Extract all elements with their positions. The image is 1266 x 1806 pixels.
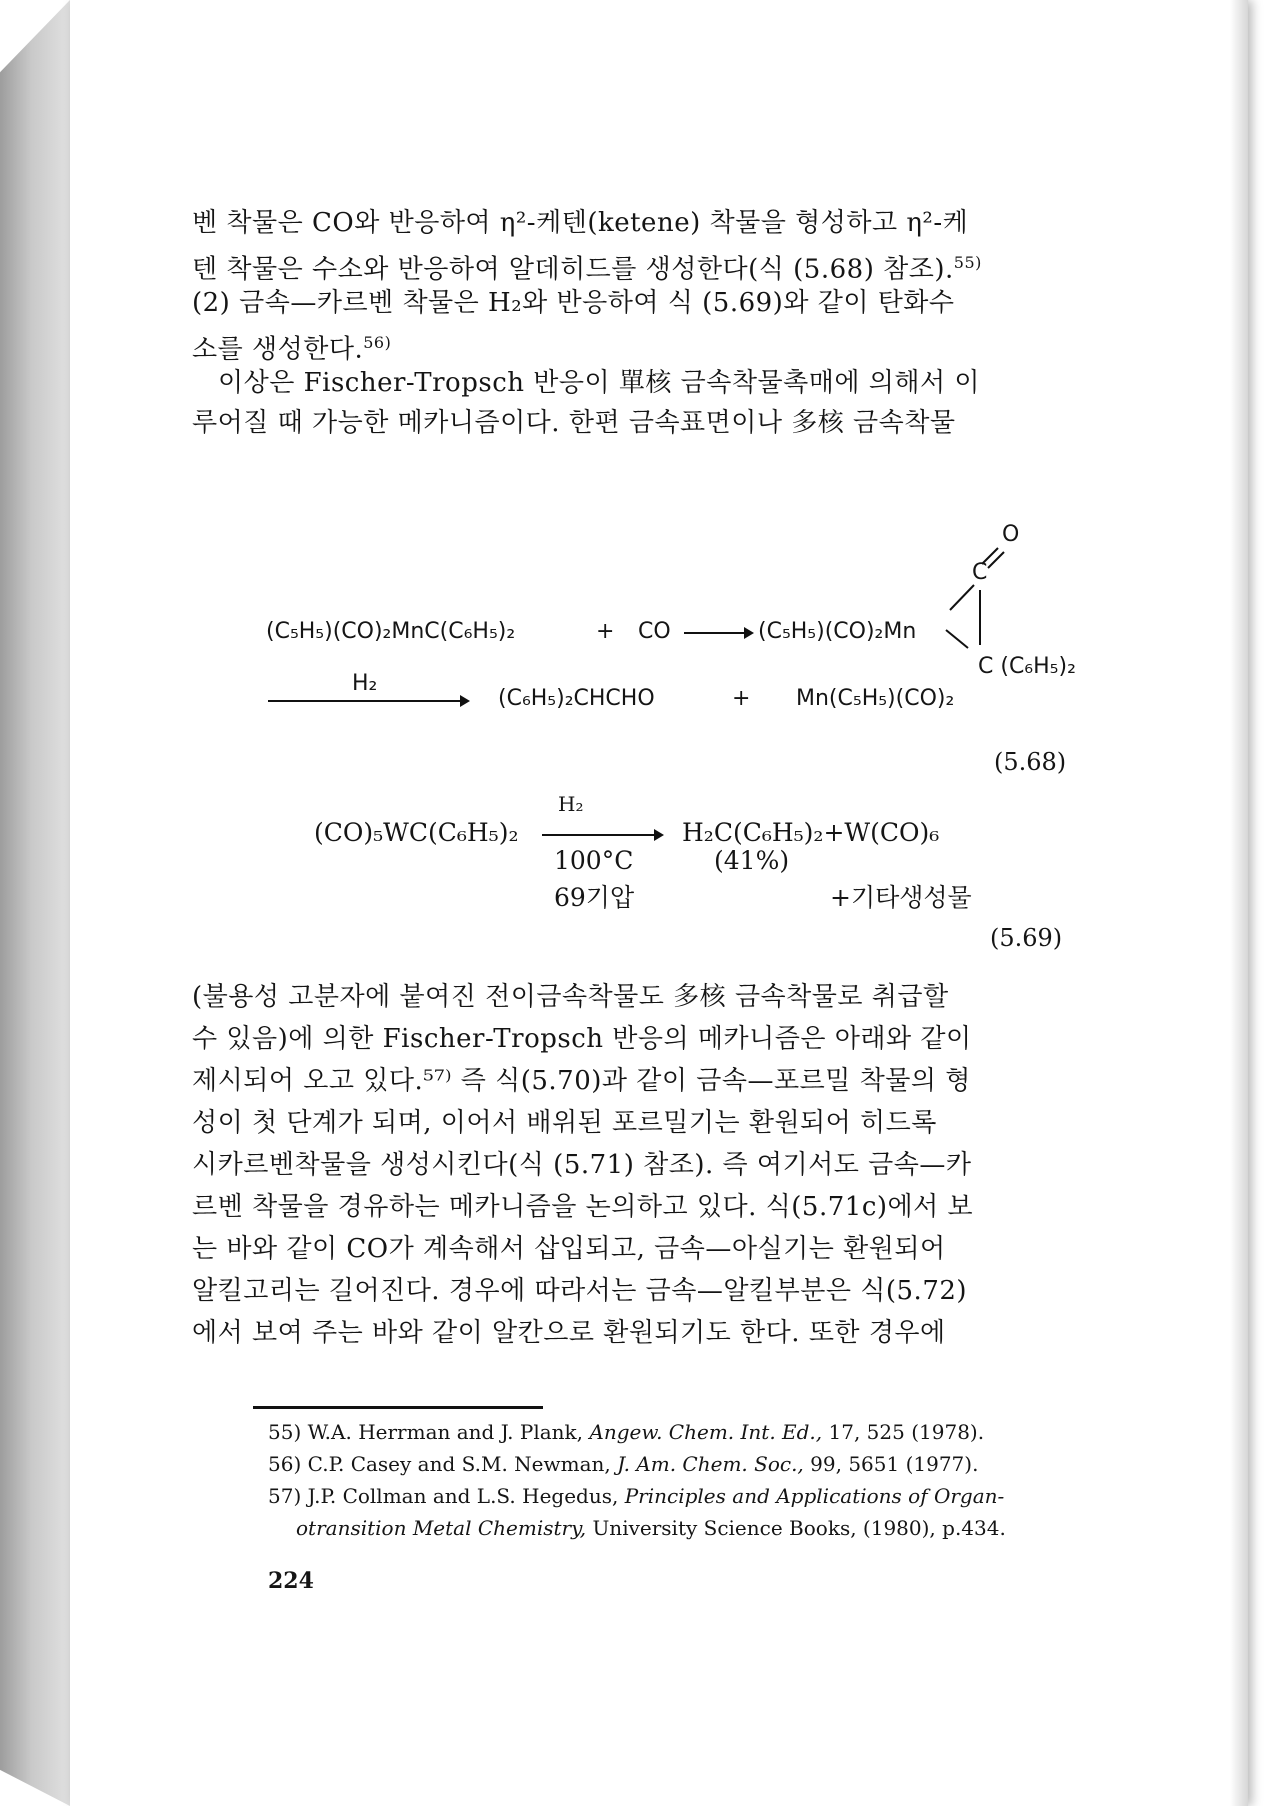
footnote-rule — [253, 1406, 543, 1409]
eq2-number: (5.69) — [990, 924, 1063, 952]
footnote-number: 55) — [268, 1420, 302, 1444]
text-line — [192, 243, 1112, 283]
text-line: (불용성 고분자에 붙여진 전이금속착물도 多核 금속착물로 취급할 — [192, 982, 949, 1012]
page-number: 224 — [268, 1568, 314, 1594]
footnote-ref: 56) — [363, 333, 392, 352]
eq1-product3: Mn(C₅H₅)(CO)₂ — [796, 686, 955, 711]
text-line — [192, 323, 1112, 363]
page-edge-shadow — [1230, 0, 1248, 1806]
text-line: 에서 보여 주는 바와 같이 알칸으로 환원되기도 한다. 또한 경우에 — [192, 1318, 946, 1348]
footnote-57 — [268, 1480, 1004, 1512]
text-line: (2) 금속—카르벤 착물은 H₂와 반응하여 식 (5.69)와 같이 탄화수 — [192, 288, 955, 318]
text-line: 이상은 Fischer-Tropsch 반응이 單核 금속착물촉매에 의해서 이 — [218, 368, 980, 398]
footnote-citation: University Science Books, (1980), p.434. — [592, 1516, 1006, 1540]
eq1-plus: + — [596, 619, 615, 644]
footnote-journal: J. Am. Chem. Soc., — [617, 1452, 804, 1476]
eq1-co: CO — [638, 619, 671, 644]
text-line: 수 있음)에 의한 Fischer-Tropsch 반응의 메카니즘은 아래와 같이 — [192, 1024, 972, 1054]
text-line: 벤 착물은 CO와 반응하여 η²-케텐(ketene) 착물을 형성하고 η²-케 — [192, 208, 969, 238]
eq1-arrow-1 — [684, 632, 752, 634]
eq2-temperature: 100°C — [554, 846, 634, 875]
eq1-arrow-2 — [268, 700, 468, 702]
eq1-bonds — [940, 530, 1020, 660]
footnote-ref: 55) — [953, 253, 982, 272]
footnote-56 — [268, 1448, 978, 1480]
eq1-carbon-top: C — [972, 560, 988, 585]
text-line: 시카르벤착물을 생성시킨다(식 (5.71) 참조). 즉 여기서도 금속—카 — [192, 1150, 972, 1180]
body-text-top — [192, 203, 1112, 443]
body-text-bottom — [192, 976, 1112, 1354]
eq2-pressure: 69기압 — [554, 883, 635, 912]
footnote-authors: J.P. Collman and L.S. Hegedus, — [307, 1484, 619, 1508]
eq1-plus2: + — [732, 686, 751, 711]
footnote-journal: Angew. Chem. Int. Ed., — [589, 1420, 823, 1444]
text-line-content: 텐 착물은 수소와 반응하여 알데히드를 생성한다(식 (5.68) 참조). — [192, 254, 954, 285]
footnote-number: 57) — [268, 1484, 302, 1508]
footnote-number: 56) — [268, 1452, 302, 1476]
book-spine — [0, 0, 70, 1806]
footnote-journal: Principles and Applications of Organ- — [624, 1484, 1005, 1508]
eq2-yield: (41%) — [714, 846, 790, 875]
text-line: 르벤 착물을 경유하는 메카니즘을 논의하고 있다. 식(5.71c)에서 보 — [192, 1192, 974, 1222]
footnote-citation: 17, 525 (1978). — [828, 1420, 985, 1444]
text-line: 제시되어 오고 있다.⁵⁷⁾ 즉 식(5.70)과 같이 금속—포르밀 착물의 형 — [192, 1066, 971, 1096]
footnote-authors: W.A. Herrman and J. Plank, — [307, 1420, 584, 1444]
footnote-journal: otransition Metal Chemistry, — [296, 1516, 587, 1540]
eq1-product2: (C₆H₅)₂CHCHO — [498, 686, 655, 711]
text-line: 알킬고리는 길어진다. 경우에 따라서는 금속—알킬부분은 식(5.72) — [192, 1276, 968, 1306]
eq1-number: (5.68) — [994, 748, 1067, 776]
eq2-product: H₂C(C₆H₅)₂+W(CO)₆ — [682, 818, 940, 847]
eq1-reagent: H₂ — [352, 671, 378, 696]
text-line: 루어질 때 가능한 메카니즘이다. 한편 금속표면이나 多核 금속착물 — [192, 408, 956, 438]
eq1-reactant: (C₅H₅)(CO)₂MnC(C₆H₅)₂ — [266, 619, 516, 644]
eq2-reagent: H₂ — [558, 792, 584, 816]
eq1-carbon-bottom: C (C₆H₅)₂ — [978, 654, 1076, 679]
footnote-57-cont — [296, 1512, 1006, 1544]
text-line: 는 바와 같이 CO가 계속해서 삽입되고, 금속—아실기는 환원되어 — [192, 1234, 946, 1264]
eq2-arrow — [542, 834, 662, 836]
eq1-oxygen: O — [1002, 522, 1020, 547]
eq2-reactant: (CO)₅WC(C₆H₅)₂ — [314, 818, 519, 847]
eq1-product-mn: (C₅H₅)(CO)₂Mn — [758, 619, 917, 644]
footnote-authors: C.P. Casey and S.M. Newman, — [307, 1452, 611, 1476]
text-line: 성이 첫 단계가 되며, 이어서 배위된 포르밀기는 환원되어 히드록 — [192, 1108, 937, 1138]
eq2-other-products: +기타생성물 — [830, 883, 972, 912]
text-line-content: 소를 생성한다. — [192, 334, 364, 365]
footnote-citation: 99, 5651 (1977). — [810, 1452, 979, 1476]
footnote-55 — [268, 1416, 984, 1448]
